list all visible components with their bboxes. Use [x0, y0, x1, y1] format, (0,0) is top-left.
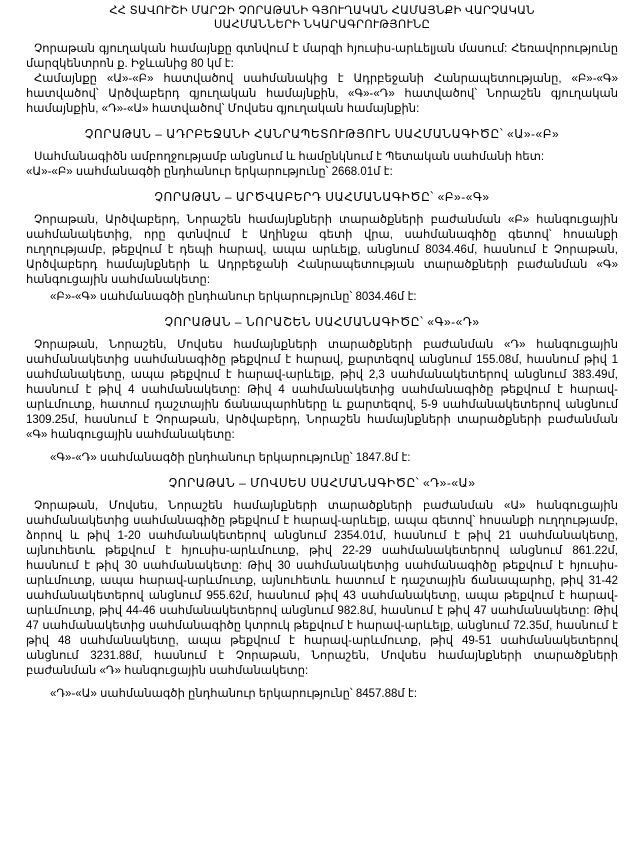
- section-heading-c-d: ՉՈՐԱԹԱՆ – ՆՈՐԱՇԵՆ ՍԱՀՄԱՆԱԳԻԾԸ՝ «Գ»-«Դ»: [164, 315, 480, 329]
- section-total-b-c: «Բ»-«Գ» սահմանագծի ընդհանուր երկարությունը՝ 8034.46մ է:: [50, 291, 417, 303]
- section-body-c-d: Չորաթան, Նորաշեն, Մովսես համայնքների տարածքների բաժանման «Դ» հանգուցային սահմանակետից սահմանագիծը թեքվում է հարավ, քարտեզով անցնում 155.08մ, հասնում թիվ 1 սահմանակետը, ապա թեքվում է հարավ-արևելք, թիվ 2,3 սահմանակետերով անցնում 383.49մ, հասնում է թիվ 4 սահմանակետը: Թիվ 4 սահմանակետից սահմանագիծը թեքվում է հարավ-արևմուտք, հատում դաշտային ճանապարհները և քարտեզով, 5-9 սահմանակետերով անցնում 1309.25մ, հասնում է Չորաթան, Արծվաբերդ, Նորաշեն համայնքների տարածքների բաժանման «Գ» հանգուցային սահմանակետը:: [26, 339, 618, 441]
- document-title: [26, 4, 618, 32]
- intro-paragraph-2: Համայնքը «Ա»-«Բ» հատվածով սահմանակից է Ադրբեջանի Հանրապետությանը, «Բ»-«Գ» հատվածով՝ Արծվաբերդ գյուղական համայնքին, «Գ»-«Դ» հատվածով՝ Նորաշեն գյուղական համայնքին, «Դ»-«Ա» հատվածով՝ Մովսես գյուղական համայնքին:: [26, 73, 618, 115]
- section-body-a-b: Սահմանագիծն ամբողջությամբ անցնում և համընկնում է Պետական սահմանի հետ:: [34, 151, 545, 163]
- title-line-1: ՀՀ ՏԱՎՈՒՇԻ ՄԱՐԶԻ ՉՈՐԱԹԱՆԻ ԳՅՈՒՂԱԿԱՆ ՀԱՄԱՅՆՔԻ ՎԱՐՉԱԿԱՆ: [109, 5, 535, 17]
- section-body-d-a: Չորաթան, Մովսես, Նորաշեն համայնքների տարածքների բաժանման «Ա» հանգուցային սահմանակետից սահմանագիծը թեքվում է հարավ-արևելք, ապա գետով՝ հոսանքի ուղղությամբ, ձորով և թիվ 1-20 սահմանակետերով անցնում 2354.01մ, հասնում է թիվ 21 սահմանակետը, այնուհետև թեքվում է հյուսիս-արևմուտք, թիվ 22-29 սահմանակետերով անցնում 861.22մ, հասնում է թիվ 30 սահմանակետը: Թիվ 30 սահմանակետից սահմանագիծը թեքվում է հյուսիս-արևմուտք, ապա հարավ-արևմուտք, այնուհետև հատում է դաշտային ճանապարհը, թիվ 31-42 սահմանակետերով անցնում 955.62մ, հասնում թիվ 43 սահմանակետը, ապա թեքվում է հարավ-արևմուտք, թիվ 44-46 սահմանակետերով անցնում 982.8մ, հասնում է թիվ 47 սահմանակետը: Թիվ 47 սահմանակետից սահմանագիծը կտրուկ թեքվում է հարավ-արևելք, անցնում 72.35մ, հասնում է թիվ 48 սահմանակետը, ապա թեքվում է հարավ-արևմուտք, թիվ 49-51 սահմանակետերով անցնում 3231.88մ, հասնում է Չորաթան, Նորաշեն, Մովսես համայնքների տարածքների բաժանման «Դ» հանգուցային սահմանակետը:: [26, 500, 618, 677]
- section-total-a-b: «Ա»-«Բ» սահմանագծի ընդհանուր երկարությունը՝ 2668.01մ է:: [26, 166, 393, 178]
- title-line-2: ՍԱՀՄԱՆՆԵՐԻ ՆԿԱՐԱԳՐՈՒԹՅՈՒՆԸ: [213, 19, 431, 31]
- intro-paragraph-1: Չորաթան գյուղական համայնքը գտնվում է մարզի հյուսիս-արևելյան մասում: Հեռավորությունը մարզկենտրոն ք. Իջևանից 80 կմ է:: [26, 43, 618, 70]
- section-heading-b-c: ՉՈՐԱԹԱՆ – ԱՐԾՎԱԲԵՐԴ ՍԱՀՄԱՆԱԳԻԾԸ՝ «Բ»-«Գ»: [154, 190, 490, 204]
- section-body-b-c: Չորաթան, Արծվաբերդ, Նորաշեն համայնքների տարածքների բաժանման «Բ» հանգուցային սահմանակետից, որը գտնվում է Աղինջա գետի վրա, սահմանագիծը գետով՝ հոսանքի ուղղությամբ, թեքվում է դեպի հարավ, ապա արևելք, անցնում 8034.46մ, հասնում է Չորաթան, Արծվաբերդ համայնքների և Ադրբեջանի Հանրապետության տարածքների բաժանման «Գ» հանգուցային սահմանակետը:: [26, 214, 618, 286]
- section-total-d-a: «Դ»-«Ա» սահմանագծի ընդհանուր երկարությունը՝ 8457.88մ է:: [50, 688, 418, 700]
- section-heading-a-b: ՉՈՐԱԹԱՆ – ԱԴՐԲԵՋԱՆԻ ՀԱՆՐԱՊԵՏՈՒԹՅՈՒՆ ՍԱՀՄԱՆԱԳԻԾԸ՝ «Ա»-«Բ»: [84, 127, 560, 141]
- section-heading-d-a: ՉՈՐԱԹԱՆ – ՄՈՎՍԵՍ ՍԱՀՄԱՆԱԳԻԾԸ՝ «Դ»-«Ա»: [168, 476, 476, 490]
- section-total-c-d: «Գ»-«Դ» սահմանագծի ընդհանուր երկարությունը՝ 1847.8մ է:: [50, 452, 411, 464]
